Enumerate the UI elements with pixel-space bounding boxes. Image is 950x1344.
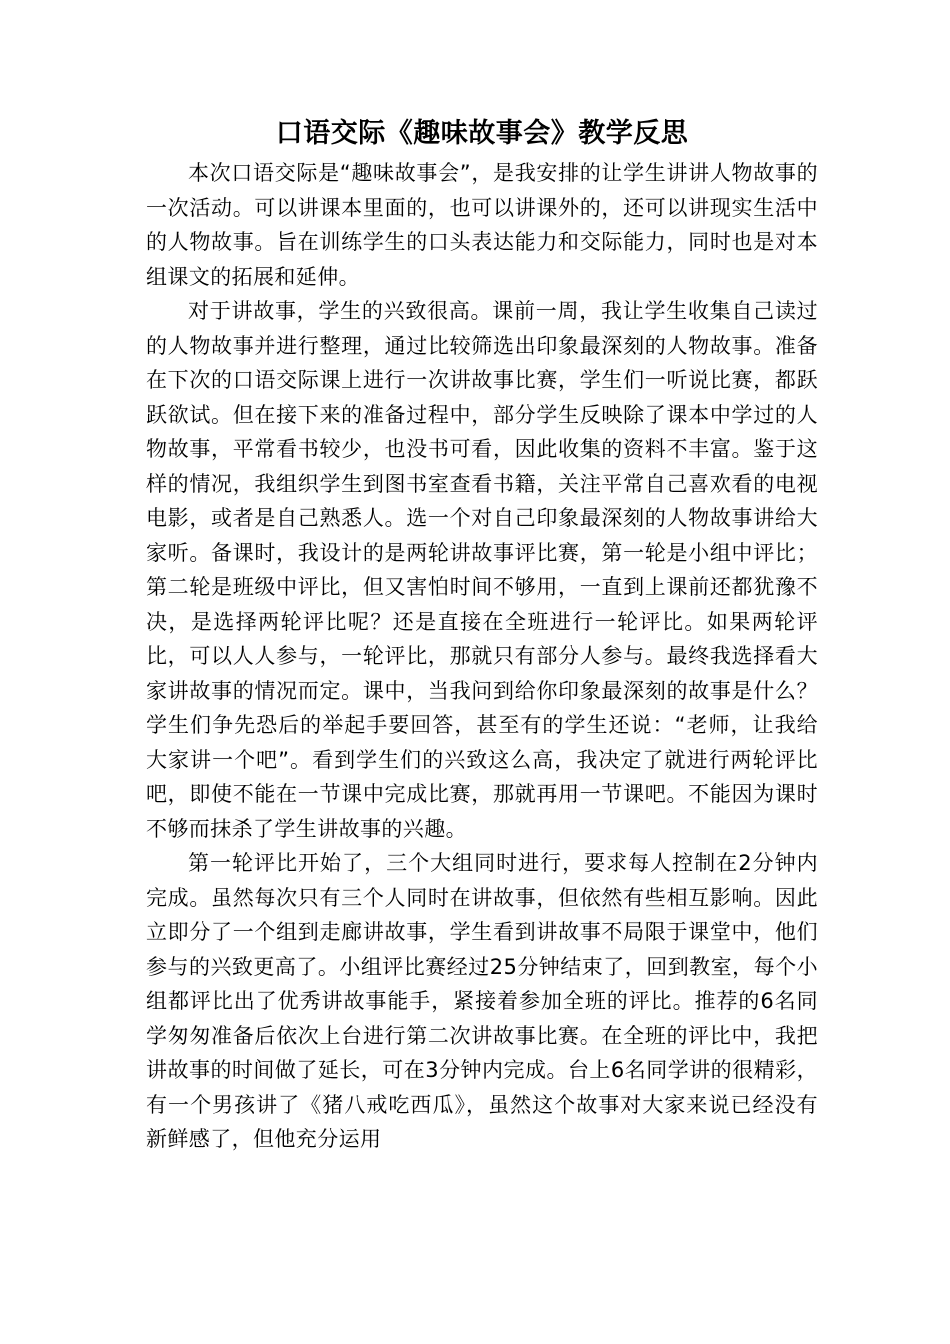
document-title: 口语交际《趣味故事会》教学反思 xyxy=(275,118,689,149)
paragraph-3: 第一轮评比开始了，三个大组同时进行，要求每人控制在2分钟内完成。虽然每次只有三个人同时在讲故事，但依然有些相互影响。因此立即分了一个组到走廊讲故事，学生看到讲故事不局限于课堂中，他们参与的兴致更高了。小组评比赛经过25分钟结束了，回到教室，每个小组都评比出了优秀讲故事能手，紧接着参加全班的评比。推荐的6名同学匆匆准备后依次上台进行第二次讲故事比赛。在全班的评比中，我把讲故事的时间做了延长，可在3分钟内完成。台上6名同学讲的很精彩，有一个男孩讲了《猪八戒吃西瓜》，虽然这个故事对大家来说已经没有新鲜感了，但他充分运用 xyxy=(146,851,818,1151)
paragraph-2: 对于讲故事，学生的兴致很高。课前一周，我让学生收集自己读过的人物故事并进行整理，通过比较筛选出印象最深刻的人物故事。准备在下次的口语交际课上进行一次讲故事比赛，学生们一听说比赛，都跃跃欲试。但在接下来的准备过程中，部分学生反映除了课本中学过的人物故事，平常看书较少，也没书可看，因此收集的资料不丰富。鉴于这样的情况，我组织学生到图书室查看书籍，关注平常自己喜欢看的电视电影，或者是自己熟悉人。选一个对自己印象最深刻的人物故事讲给大家听。备课时，我设计的是两轮讲故事评比赛，第一轮是小组中评比；第二轮是班级中评比，但又害怕时间不够用，一直到上课前还都犹豫不决，是选择两轮评比呢？还是直接在全班进行一轮评比。如果两轮评比，可以人人参与，一轮评比，那就只有部分人参与。最终我选择看大家讲故事的情况而定。课中，当我问到给你印象最深刻的故事是什么？学生们争先恐后的举起手要回答，甚至有的学生还说：“老师，让我给大家讲一个吧”。看到学生们的兴致这么高，我决定了就进行两轮评比吧，即使不能在一节课中完成比赛，那就再用一节课吧。不能因为课时不够而抹杀了学生讲故事的兴趣。 xyxy=(146,299,818,841)
document-body xyxy=(146,112,818,1157)
paragraph-1: 本次口语交际是“趣味故事会”，是我安排的让学生讲讲人物故事的一次活动。可以讲课本里面的，也可以讲课外的，还可以讲现实生活中的人物故事。旨在训练学生的口头表达能力和交际能力，同时也是对本组课文的拓展和延伸。 xyxy=(146,161,818,289)
